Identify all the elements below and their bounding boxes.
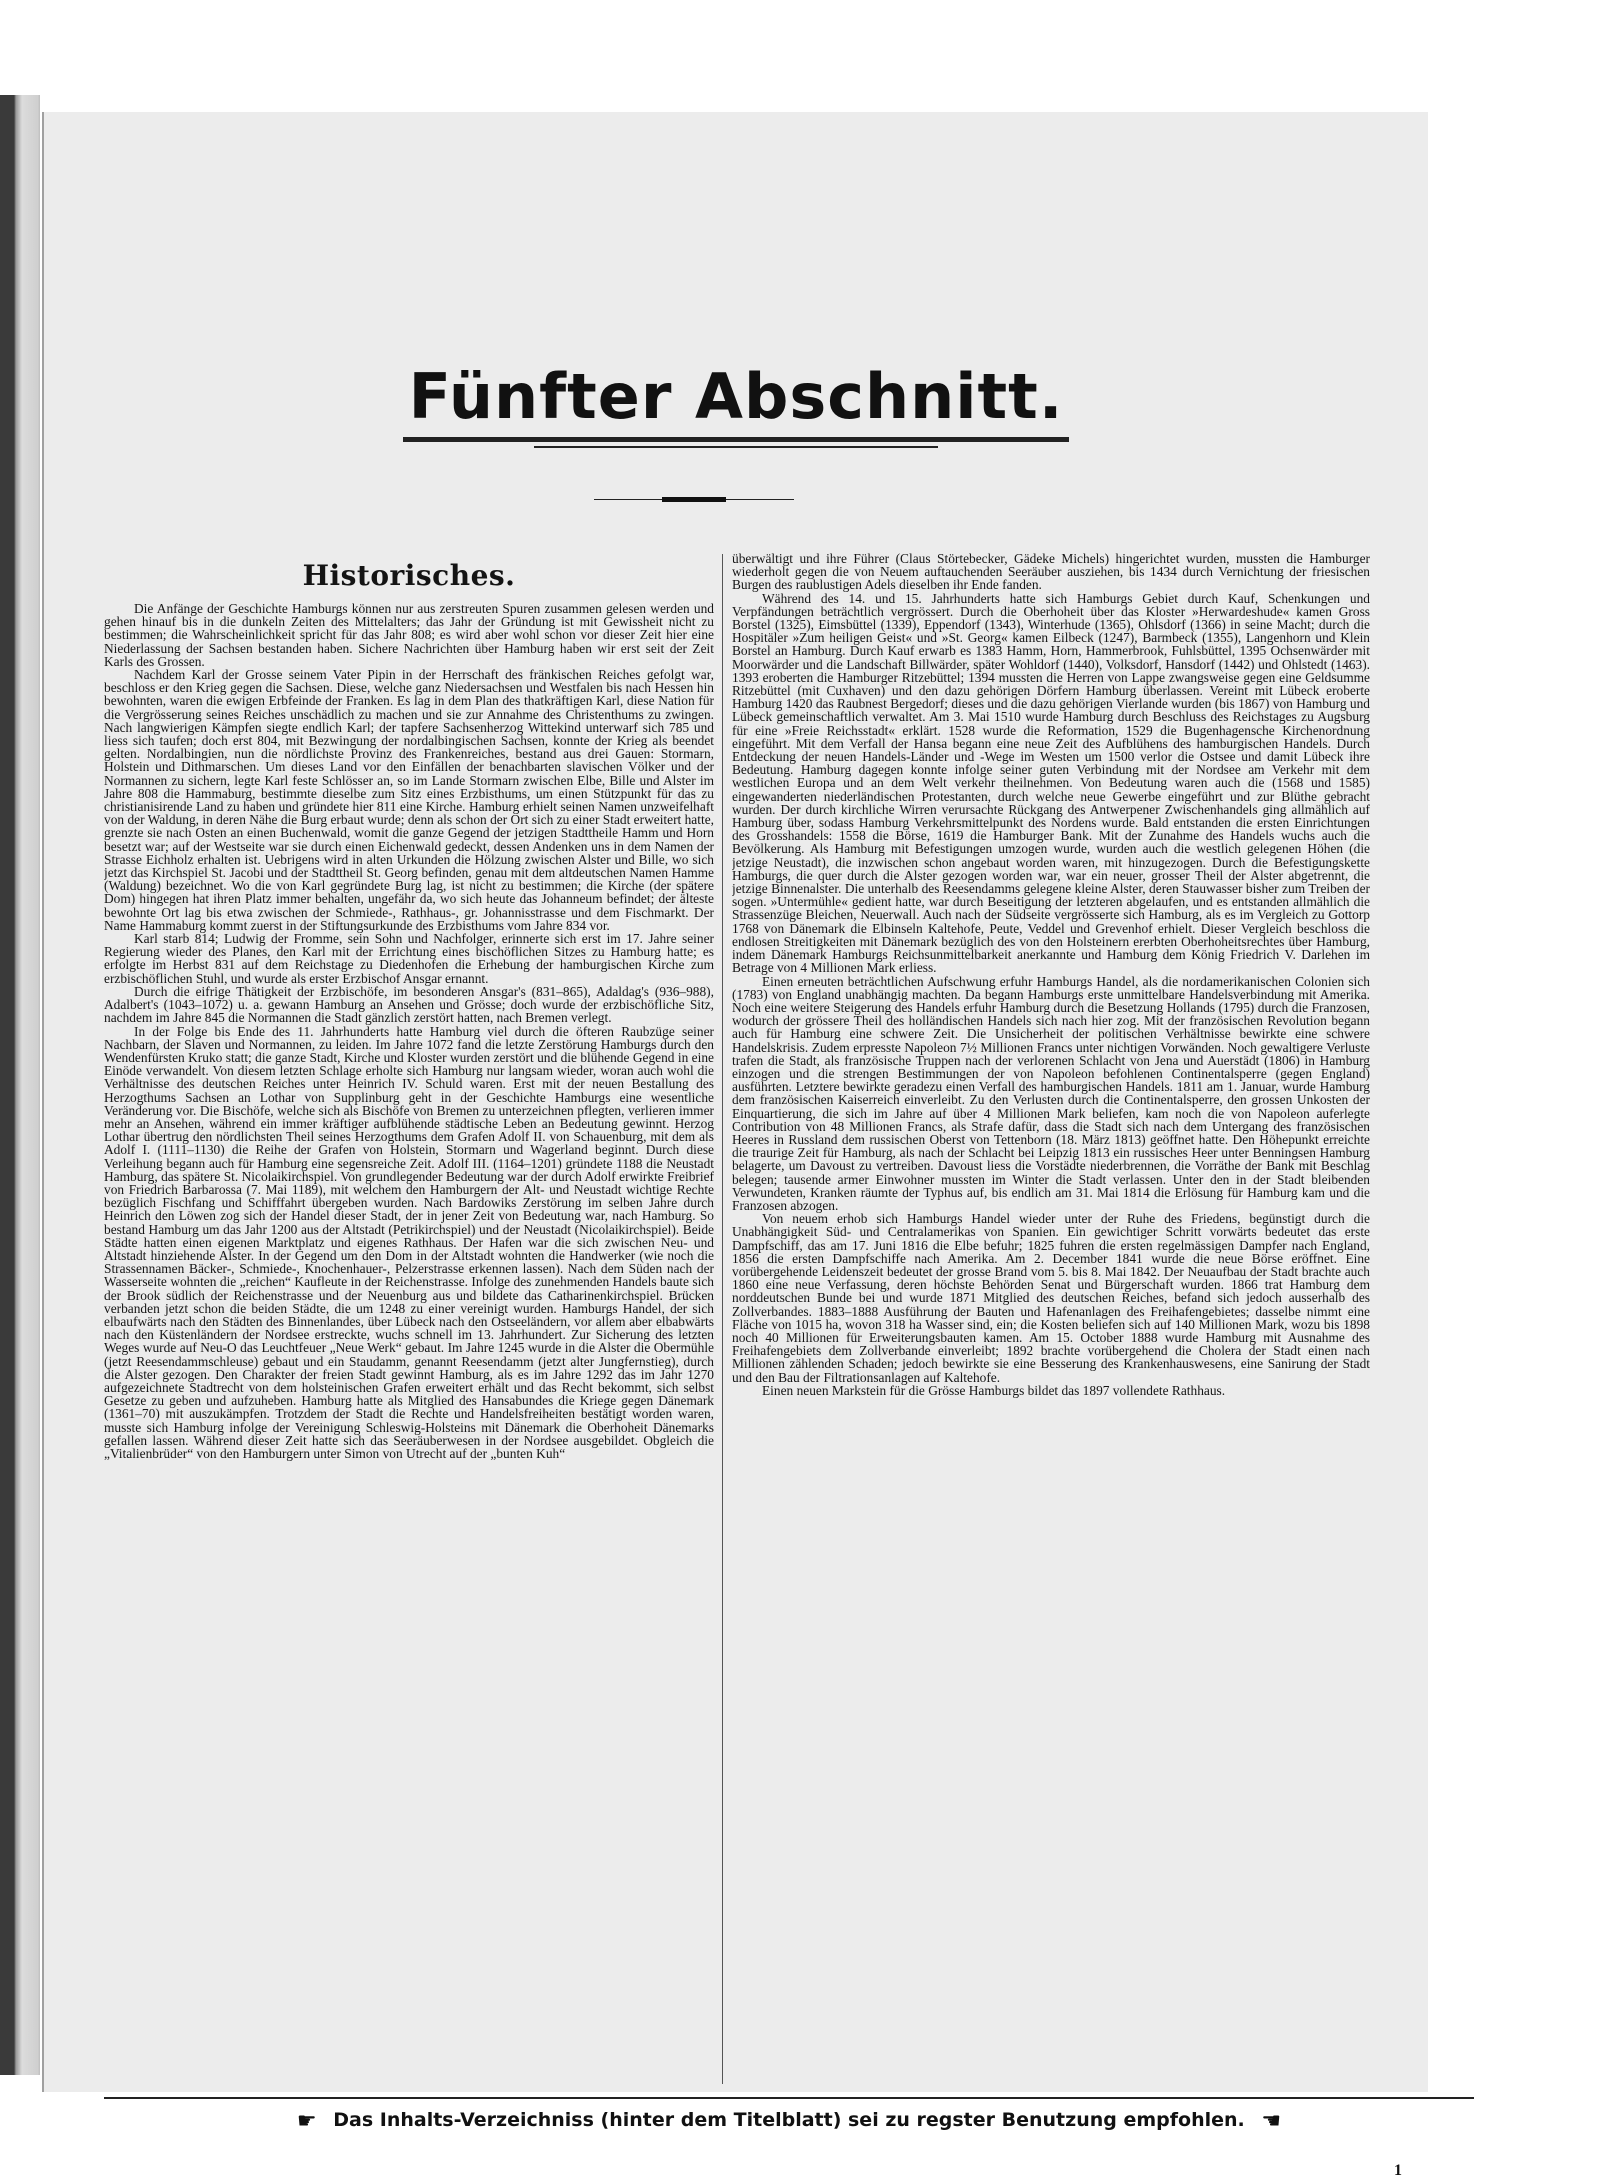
pointing-hand-left-icon: ☚ bbox=[1261, 2109, 1282, 2134]
section-heading: Historisches. bbox=[302, 559, 516, 592]
footer-note-text: Das Inhalts-Verzeichniss (hinter dem Titelblatt) sei zu regster Benutzung empfohlen. bbox=[333, 2109, 1245, 2131]
paragraph: Einen erneuten beträchtlichen Aufschwung erfuhr Hamburgs Handel, als die nordamerikanischen Colonien sich (1783) von England unabhängig machten. Da begann Hamburgs erste unmittelbare Handelsverbindung mit Amerika. Noch eine weitere Steigerung des Handels erfuhr Hamburg durch die Besetzung Hollands (1795) durch die Franzosen, wodurch der grössere Theil des holländischen Handels sich nach hier zog. Mit der französischen Revolution begann auch für Hamburg eine schwere Zeit. Die Unsicherheit der politischen Verhältnisse bewirkte eine schwere Handelskrisis. Zudem erpresste Napoleon 7½ Millionen Francs unter nichtigen Vorwänden. Noch gewaltigere Verluste trafen die Stadt, als französische Truppen nach der verlorenen Schlacht von Jena und Auerstädt (1806) in Hamburg einzogen und die strengen Bestimmungen der von Napoleon befohlenen Continentalsperre (gegen England) ausführten. Letztere bewirkte geradezu einen Verfall des hamburgischen Handels. 1811 am 1. Januar, wurde Hamburg dem französischen Kaiserreich einverleibt. Zu den Verlusten durch die Continentalsperre, den grossen Unkosten der Einquartierung, die sich im Jahre auf über 4 Millionen Mark beliefen, kam noch die von Napoleon auferlegte Contribution von 48 Millionen Francs, als Strafe dafür, dass die Stadt sich nach dem Untergang des französischen Heeres in Russland dem russischen Oberst von Tettenborn (18. März 1813) geöffnet hatte. Den Höhepunkt erreichte die traurige Zeit für Hamburg, als nach der Schlacht bei Leipzig 1813 ein russisches Heer unter Benningsen Hamburg belagerte, um Davoust zu vertreiben. Davoust liess die Vorstädte niederbrennen, die Vorräthe der Bank mit Beschlag belegen; tausende armer Einwohner mussten im Winter die Stadt verlassen. Unter den in der Stadt bleibenden Verwundeten, Kranken räumte der Typhus auf, bis endlich am 31. Mai 1814 die Erlösung für Hamburg kam und die Franzosen abzogen. bbox=[732, 973, 1370, 1213]
divider-ornament bbox=[594, 497, 794, 503]
paragraph: Karl starb 814; Ludwig der Fromme, sein Sohn und Nachfolger, erinnerte sich erst im 17. Jahre seiner Regierung wieder des Planes, den Karl mit der Errichtung eines bischöflichen Sitzes zu Hamburg hatte; es erfolgte im Herbst 831 auf dem Reichstage zu Diedenhofen die Erhebung der hamburgischen Kirche zum erzbischöflichen Stuhl, und wurde als erster Erzbischof Ansgar ernannt. bbox=[104, 931, 714, 986]
paragraph: Während des 14. und 15. Jahrhunderts hatte sich Hamburgs Gebiet durch Kauf, Schenkungen und Verpfändungen beträchtlich vergrössert. Durch die Oberhoheit über das Kloster »Herwardeshude« kamen Gross Borstel (1325), Eimsbüttel (1339), Eppendorf (1343), Winterhude (1365), Ohlsdorf (1366) in seine Macht; durch die Hospitäler »Zum heiligen Geist« und »St. Georg« kamen Eilbeck (1247), Barmbeck (1355), Langenhorn und Klein Borstel an Hamburg. Durch Kauf erwarb es 1383 Hamm, Horn, Hammerbrook, Fuhlsbüttel, 1395 Ochsenwärder mit Moorwärder und die Landschaft Billwärder, später Wohldorf (1440), Volksdorf, Hansdorf (1442) und Ohlstedt (1463). 1393 eroberten die Hamburger Ritzebüttel; 1394 mussten die Herren von Lappe zwangsweise gegen eine Geldsumme Ritzebüttel (mit Cuxhaven) und den dazu gehörigen Dörfern Hamburg überlassen. Vereint mit Lübeck eroberte Hamburg 1420 das Raubnest Bergedorf; dieses und die dazu gehörigen Vierlande wurden (bis 1867) von Hamburg und Lübeck gemeinschaftlich verwaltet. Am 3. Mai 1510 wurde Hamburg durch Beschluss des Reichstages zu Augsburg für eine »Freie Reichsstadt« erklärt. 1528 wurde die Reformation, 1529 die Bugenhagensche Kirchenordnung eingeführt. Mit dem Verfall der Hansa begann eine neue Zeit des Aufblühens des hamburgischen Handels. Durch Entdeckung der neuen Handels-Länder und -Wege im Westen um 1500 verlor die Ostsee und damit Lübeck ihre Bedeutung. Hamburg dagegen konnte infolge seiner guten Verbindung mit der Nordsee am Verkehr mit dem westlichen Europa und an dem Welt verkehr theilnehmen. Von Bedeutung waren auch die (1568 und 1585) eingewanderten niederländischen Protestanten, durch welche neue Gewerbe eingeführt und zur Blüthe gebracht wurden. Der durch kirchliche Wirren verursachte Rückgang des Antwerpener Zwischenhandels ging allmählich auf Hamburg über, sodass Hamburg Verkehrsmittelpunkt des Nordens wurde. Bald entstanden die ersten Einrichtungen des Grosshandels: 1558 die Börse, 1619 die Hamburger Bank. Mit der Zunahme des Handels wuchs auch die Bevölkerung. Als Hamburg mit Befestigungen umzogen wurde, wurden auch die westlich gelegenen Höhen (die jetzige Neustadt), die inzwischen schon angebaut worden waren, mit hinzugezogen. Durch die Befestigungskette Hamburgs, die quer durch die Alster gezogen worden war, war ein neuer, grosser Theil der Alster abgetrennt, die jetzige Binnenalster. Die unterhalb des Reesendamms gelegene kleine Alster, deren Stauwasser bisher zum Treiben der sogen. »Untermühle« gedient hatte, war durch Beseitigung der letzteren abgelaufen, und es entstanden allmählich die Strassenzüge Bleichen, Neuerwall. Auch nach der Südseite vergrösserte sich Hamburg, als es im Vergleich zu Gottorp 1768 von Dänemark die Elbinseln Kaltehofe, Peute, Veddel und Grevenhof erhielt. Dieser Vergleich beschloss die endlosen Streitigkeiten mit Dänemark bezüglich des von den Holsteinern ererbten Oberhoheitsrechtes über Hamburg, indem Dänemark Hamburgs Reichsunmittelbarkeit anerkannte und Hamburg dem König Friedrich V. Darlehen im Betrage von 4 Millionen Mark erliess. bbox=[732, 590, 1370, 976]
right-column bbox=[732, 552, 1370, 2087]
paragraph: Nachdem Karl der Grosse seinem Vater Pipin in der Herrschaft des fränkischen Reiches gefolgt war, beschloss er den Krieg gegen die Sachsen. Diese, welche ganz Niedersachsen und Westfalen bis nach Hessen hin bewohnten, waren die ewigen Erbfeinde der Franken. Es lag in dem Plan des thatkräftigen Karl, diese Nation für die Vergrösserung seines Reiches unschädlich zu machen und sie zur Annahme des Christenthums zu zwingen. Nach langwierigen Kämpfen siegte endlich Karl; der tapfere Sachsenherzog Wittekind unterwarf sich 785 und liess sich taufen; doch erst 804, mit Bezwingung der nordalbingischen Sachsen, konnte der Krieg als beendet gelten. Nordalbingien, nun die nördlichste Provinz des Frankenreiches, bestand aus drei Gauen: Stormarn, Holstein und Dithmarschen. Um dieses Land vor den Einfällen der benachbarten slavischen Völker und der Normannen zu sichern, legte Karl feste Schlösser an, so im Lande Stormarn zwischen Elbe, Bille und Alster im Jahre 808 die Hammaburg, bestimmte dieselbe zum Sitz eines Erzbisthums, um einen Stützpunkt für das zu christianisirende Land zu haben und gründete hier 811 eine Kirche. Hamburg erhielt seinen Namen unzweifelhaft von der Waldung, in deren Nähe die Burg erbaut wurde; denn als schon der Ort sich zu einer Stadt erweitert hatte, grenzte sie nach Osten an einen Buchenwald, womit die ganze Gegend der jetzigen Stadttheile Hamm und Horn besetzt war; auf der Westseite war sie durch einen Eichenwald gedeckt, dessen Andenken uns in dem Namen der Strasse Eichholz erhalten ist. Uebrigens wird in alten Urkunden die Hölzung zwischen Alster und Bille, wo sich jetzt das Kirchspiel St. Jacobi und der Stadttheil St. Georg befinden, genau mit dem altdeutschen Namen Hamme (Waldung) bezeichnet. Wo die von Karl gegründete Burg lag, ist nicht zu bestimmen; die Kirche (der spätere Dom) hingegen hat ihren Platz immer behalten, ungefähr da, wo sich heute das Johanneum befindet; der älteste bewohnte Ort lag bis etwa zwischen der Schmiede-, Rathhaus-, gr. Johannisstrasse und dem Fischmarkt. Der Name Hammaburg kommt zuerst in der Stiftungsurkunde des Erzbisthums vom Jahre 834 vor. bbox=[104, 667, 714, 933]
book-page bbox=[42, 112, 1428, 2179]
left-column bbox=[104, 552, 714, 2087]
paragraph: Die Anfänge der Geschichte Hamburgs können nur aus zerstreuten Spuren zusammen gelesen werden und gehen hinauf bis in die dunkeln Zeiten des Mittelalters; das Jahr der Gründung ist mit Gewissheit nicht zu bestimmen; die Wahrscheinlichkeit spricht für das Jahr 808; es wird aber wohl schon vor dieser Zeit hier eine Niederlassung der Sachsen bestanden haben. Sichere Nachrichten über Hamburg haben wir erst seit der Zeit Karls des Grossen. bbox=[104, 601, 714, 669]
page-title: Fünfter Abschnitt. bbox=[403, 360, 1070, 442]
paragraph: Durch die eifrige Thätigkeit der Erzbischöfe, im besonderen Ansgar's (831–865), Adaldag's (936–988), Adalbert's (1043–1072) u. a. gewann Hamburg an Ansehen und Grösse; doch wurde der erzbischöfliche Sitz, nachdem im Jahre 845 die Normannen die Stadt gänzlich zerstört hatten, nach Bremen verlegt. bbox=[104, 983, 714, 1026]
paragraph: Einen neuen Markstein für die Grösse Hamburgs bildet das 1897 vollendete Rathhaus. bbox=[762, 1382, 1226, 1398]
title-block bbox=[44, 360, 1428, 448]
footer-rule bbox=[104, 2097, 1474, 2099]
footer-note bbox=[104, 2107, 1474, 2135]
title-underline bbox=[534, 446, 938, 448]
pointing-hand-right-icon: ☛ bbox=[296, 2109, 317, 2134]
paragraph: Von neuem erhob sich Hamburgs Handel wieder unter der Ruhe des Friedens, begünstigt durch die Unabhängigkeit Süd- und Centralamerikas von Spanien. Ein gewichtiger Schritt vorwärts bedeutet das erste Dampfschiff, das am 17. Juni 1816 die Elbe befuhr; 1825 fuhren die ersten regelmässigen Dampfer nach England, 1856 die ersten Dampfschiffe nach Amerika. Am 2. December 1841 wurde die neue Börse eröffnet. Eine vorübergehende Leidenszeit bedeutet der grosse Brand vom 5. bis 8. Mai 1842. Der Neuaufbau der Stadt brachte auch 1860 eine neue Verfassung, deren höchste Behörden Senat und Bürgerschaft wurden. 1866 trat Hamburg dem norddeutschen Bunde bei und wurde 1871 Mitglied des deutschen Reiches, befand sich jedoch ausserhalb des Zollverbandes. 1883–1888 Ausführung der Bauten und Hafenanlagen des Freihafengebietes; dasselbe nimmt eine Fläche von 1015 ha, wovon 318 ha Wasser sind, ein; die Kosten beliefen sich auf 140 Millionen Mark, wozu bis 1898 noch 40 Millionen für Erweiterungsbauten kamen. Am 15. October 1888 wurde Hamburg mit Ausnahme des Freihafengebiets dem Zollverbande einverleibt; 1892 brachte vorübergehend die Cholera der Stadt einen nach Millionen zählenden Schaden; jedoch bewirkte sie eine Besserung des Krankenhauswesens, eine Sanirung der Stadt und den Bau der Filtrationsanlagen auf Kaltehofe. bbox=[732, 1211, 1370, 1385]
page-number: 1 bbox=[1394, 2162, 1402, 2179]
book-spine-edge bbox=[0, 95, 40, 2075]
paragraph: überwältigt und ihre Führer (Claus Störtebecker, Gädeke Michels) hingerichtet wurden, mussten die Hamburger wiederholt gegen die von Neuem auftauchenden Seeräuber ausziehen, bis 1434 durch Vernichtung der friesischen Burgen des raublustigen Adels dieselben ihr Ende fanden. bbox=[732, 552, 1370, 593]
column-divider bbox=[722, 554, 723, 2084]
paragraph: In der Folge bis Ende des 11. Jahrhunderts hatte Hamburg viel durch die öfteren Raubzüge seiner Nachbarn, der Slaven und Normannen, zu leiden. Im Jahre 1072 fand die letzte Zerstörung Hamburgs durch den Wendenfürsten Kruko statt; die ganze Stadt, Kirche und Kloster wurden zerstört und die blühende Gegend in eine Einöde verwandelt. Von diesem letzten Schlage erholte sich Hamburg nur langsam wieder, woran auch wohl die Verhältnisse des deutschen Reiches unter Heinrich IV. Schuld waren. Erst mit der neuen Bestallung des Herzogthums Sachsen an Lothar von Supplinburg geht in der Geschichte Hamburgs eine wesentliche Veränderung vor. Die Bischöfe, welche sich als Bischöfe von Bremen zu unterzeichnen pflegten, verlieren immer mehr an Ansehen, während ein immer kräftiger aufblühende städtische Leben an Bedeutung gewinnt. Herzog Lothar übertrug den nördlichsten Theil seines Herzogthums dem Grafen Adolf II. von Schauenburg, mit dem als Adolf I. (1111–1130) die Reihe der Grafen von Holstein, Stormarn und Wagerland beginnt. Durch diese Verleihung begann auch für Hamburg eine segensreiche Zeit. Adolf III. (1164–1201) gründete 1188 die Neustadt Hamburg, das spätere St. Nicolaikirchspiel. Von grundlegender Bedeutung war der durch Adolf erwirkte Freibrief von Friedrich Barbarossa (7. Mai 1189), mit welchem den Hamburgern der Alt- und Neustadt wichtige Rechte bezüglich Fischfang und Schifffahrt übergeben wurden. Nach Bardowiks Zerstörung im selben Jahre durch Heinrich den Löwen zog sich der Handel dieser Stadt, der in jener Zeit von Bedeutung war, nach Hamburg. So bestand Hamburg um das Jahr 1200 aus der Altstadt (Petrikirchspiel) und der Neustadt (Nicolaikirchspiel). Beide Städte hatten einen eigenen Marktplatz und eigenes Rathhaus. Der Hafen war die sich zwischen Neu- und Altstadt hinziehende Alster. In der Gegend um den Dom in der Altstadt wohnten die Handwerker (wie noch die Strassennamen Bäcker-, Schmiede-, Knochenhauer-, Pelzerstrasse erkennen lassen). Nach dem Süden nach der Wasserseite wohnten die „reichen“ Kaufleute in der Reichenstrasse. Infolge des zunehmenden Handels baute sich der Brook südlich der Reichenstrasse und der Neuenburg aus und bildete das Catharinenkirchspiel. Brücken verbanden jetzt schon die beiden Städte, die um 1248 zu einer vereinigt wurden. Hamburgs Handel, der sich elbaufwärts nach den Städten des Binnenlandes, über Lübeck nach den Ostseeländern, vor allem aber elbabwärts nach den Küstenländern der Nordsee erstreckte, wuchs schnell im 13. Jahrhundert. Zur Sicherung des letzten Weges wurde auf Neu-O das Leuchtfeuer „Neue Werk“ gebaut. Im Jahre 1245 wurde in die Alster die Obermühle (jetzt Reesendammschleuse) gebaut und ein Staudamm, genannt Reesendamm (jetzt alter Jungfernstieg), durch die Alster gezogen. Den Charakter der freien Stadt gewinnt Hamburg, als es im Jahre 1292 das im Jahr 1270 aufgezeichnete Stadtrecht von dem holsteinischen Grafen erweitert erhält und das Recht bekommt, sich selbst Gesetze zu geben und aufzuheben. Hamburg hatte als Mitglied des Hansabundes die Kriege gegen Dänemark (1361–70) mit auszukämpfen. Trotzdem der Stadt die Rechte und Handelsfreiheiten bestätigt worden waren, musste sich Hamburg infolge der Vereinigung Schleswig-Holsteins mit Dänemark die Oberhoheit Dänemarks gefallen lassen. Während dieser Zeit hatte sich das Seeräuberwesen in der Nordsee ausgebildet. Obgleich die „Vitalienbrüder“ von den Hamburgern unter Simon von Utrecht auf der „bunten Kuh“ bbox=[104, 1023, 714, 1461]
